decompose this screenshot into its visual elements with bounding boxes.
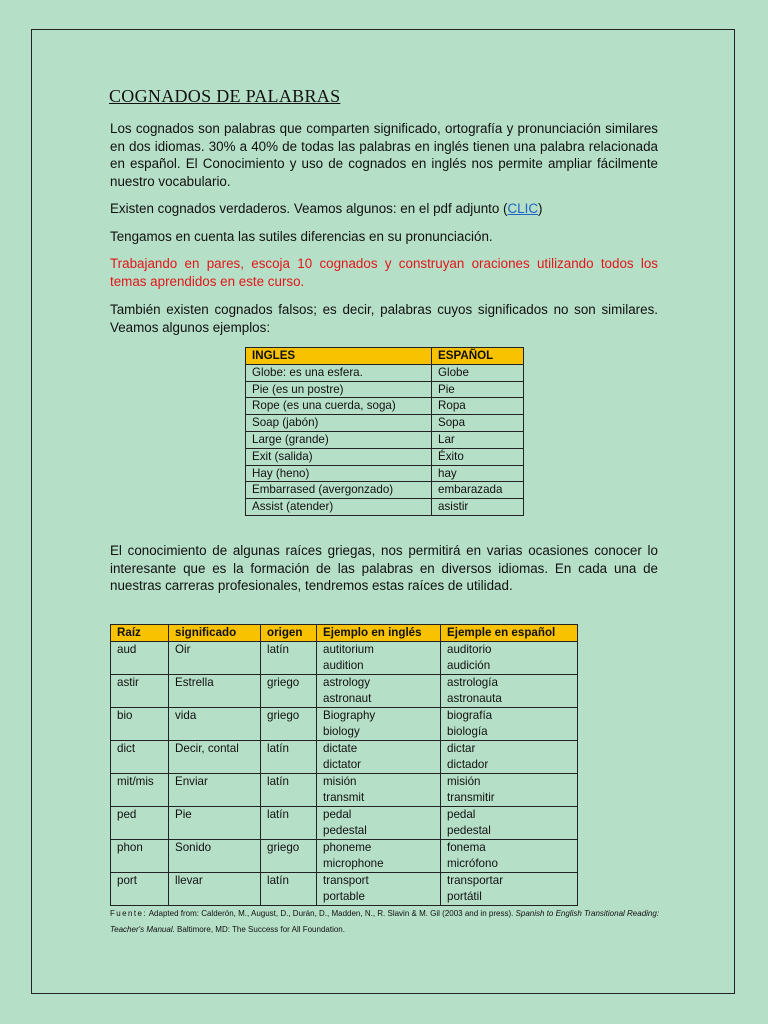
table-cell — [317, 807, 441, 840]
cell-line: audition — [323, 659, 364, 672]
false-cognates-table — [245, 347, 524, 516]
table-cell: Sopa — [432, 415, 524, 432]
cell-line: microphone — [323, 857, 384, 870]
cell-line: dictator — [323, 758, 362, 771]
source-title: Spanish to English Transitional Reading: Teacher's Manual. — [110, 909, 660, 934]
table-cell: Assist (atender) — [246, 499, 432, 516]
table-cell — [261, 675, 317, 708]
cell-line: mit/mis — [117, 775, 154, 788]
cell-line: Decir, contal — [175, 742, 239, 755]
table-row — [246, 448, 524, 465]
table-cell: Soap (jabón) — [246, 415, 432, 432]
table-cell — [169, 675, 261, 708]
cell-line: portátil — [447, 890, 482, 903]
cell-line: latín — [267, 742, 289, 755]
cell-line: transmit — [323, 791, 365, 804]
table-cell — [111, 840, 169, 873]
table-row — [111, 873, 578, 906]
cell-line: griego — [267, 709, 300, 722]
table-cell: Pie — [432, 381, 524, 398]
table-cell — [111, 708, 169, 741]
cell-line: micrófono — [447, 857, 498, 870]
table-cell: Globe — [432, 364, 524, 381]
source-citation — [110, 906, 670, 938]
table-row — [246, 431, 524, 448]
table-cell — [441, 840, 578, 873]
cell-line: transportar — [447, 874, 504, 887]
table-cell: Globe: es una esfera. — [246, 364, 432, 381]
table-row — [246, 364, 524, 381]
cell-line: biology — [323, 725, 360, 738]
table-cell — [261, 642, 317, 675]
cell-line: dictate — [323, 742, 358, 755]
table-cell — [441, 774, 578, 807]
cell-line: latín — [267, 775, 289, 788]
column-header: Ejemple en español — [441, 625, 578, 642]
table-cell: Éxito — [432, 448, 524, 465]
table-cell: Pie (es un postre) — [246, 381, 432, 398]
table-cell — [317, 741, 441, 774]
cell-line: pedestal — [447, 824, 491, 837]
cell-line: Biography — [323, 709, 376, 722]
cell-line: Estrella — [175, 676, 214, 689]
cell-line: biografía — [447, 709, 493, 722]
table-row — [246, 398, 524, 415]
cell-line: latín — [267, 808, 289, 821]
cell-line: phoneme — [323, 841, 372, 854]
table-cell — [169, 873, 261, 906]
clic-link[interactable]: CLIC — [507, 201, 539, 216]
table-cell — [169, 708, 261, 741]
column-header: ESPAÑOL — [432, 348, 524, 365]
cell-line: transmitir — [447, 791, 495, 804]
table-row — [111, 741, 578, 774]
table-cell: asistir — [432, 499, 524, 516]
true-cognates-text: Existen cognados verdaderos. Veamos algunos: en el pdf adjunto ( — [110, 201, 508, 216]
cell-line: vida — [175, 709, 197, 722]
table-cell — [169, 807, 261, 840]
cell-line: dict — [117, 742, 136, 755]
table-cell — [441, 807, 578, 840]
table-cell — [441, 741, 578, 774]
table-cell — [111, 675, 169, 708]
true-cognates-paragraph — [110, 200, 658, 218]
cell-line: llevar — [175, 874, 203, 887]
table-row — [111, 774, 578, 807]
intro-paragraph: Los cognados son palabras que comparten significado, ortografía y pronunciación similares en dos idiomas. 30% a 40% de todas las palabras en inglés tienen una palabra relacionada en español. El Conocimiento y uso de cognados en inglés nos permite ampliar fácilmente nuestro vocabulario. — [110, 121, 658, 189]
cell-line: misión — [323, 775, 357, 788]
table-cell — [261, 741, 317, 774]
table-cell — [111, 774, 169, 807]
cell-line: port — [117, 874, 137, 887]
table-row — [111, 807, 578, 840]
cell-line: griego — [267, 841, 300, 854]
cell-line: latín — [267, 874, 289, 887]
cell-line: Sonido — [175, 841, 212, 854]
table-cell — [169, 642, 261, 675]
cell-line: misión — [447, 775, 481, 788]
table-cell — [317, 873, 441, 906]
table-header-row — [111, 625, 578, 642]
cell-line: ped — [117, 808, 137, 821]
cell-line: astronaut — [323, 692, 372, 705]
table-row — [246, 415, 524, 432]
cell-line: griego — [267, 676, 300, 689]
table-row — [246, 499, 524, 516]
table-cell — [111, 873, 169, 906]
table-row — [111, 708, 578, 741]
table-cell — [169, 774, 261, 807]
cell-line: pedal — [323, 808, 352, 821]
table-cell: embarazada — [432, 482, 524, 499]
table-row — [111, 675, 578, 708]
table-cell — [111, 642, 169, 675]
cell-line: auditorio — [447, 643, 492, 656]
pronunciation-paragraph: Tengamos en cuenta las sutiles diferencias en su pronunciación. — [110, 229, 493, 244]
table-cell: Rope (es una cuerda, soga) — [246, 398, 432, 415]
cell-line: phon — [117, 841, 143, 854]
column-header: significado — [169, 625, 261, 642]
table-cell — [169, 741, 261, 774]
cell-line: astrología — [447, 676, 498, 689]
cell-line: latín — [267, 643, 289, 656]
assignment-paragraph: Trabajando en pares, escoja 10 cognados y construyan oraciones utilizando todos los temas aprendidos en este curso. — [110, 256, 658, 289]
table-cell: Hay (heno) — [246, 465, 432, 482]
table-cell: Exit (salida) — [246, 448, 432, 465]
cell-line: fonema — [447, 841, 486, 854]
cell-line: Pie — [175, 808, 192, 821]
cell-line: autitorium — [323, 643, 374, 656]
roots-table — [110, 624, 578, 906]
table-row — [246, 465, 524, 482]
table-cell — [441, 873, 578, 906]
table-cell: Lar — [432, 431, 524, 448]
table-cell — [317, 840, 441, 873]
roots-paragraph: El conocimiento de algunas raíces griegas, nos permitirá en varias ocasiones conocer lo interesante que es la formación de las palabras en diversos idiomas. En cada una de nuestras carreras profesionales, tendremos estas raíces de utilidad. — [110, 543, 658, 594]
cell-line: Enviar — [175, 775, 208, 788]
cell-line: bio — [117, 709, 133, 722]
table-row — [111, 840, 578, 873]
table-cell — [111, 807, 169, 840]
table-cell — [317, 642, 441, 675]
table-row — [246, 381, 524, 398]
table-cell: Large (grande) — [246, 431, 432, 448]
table-cell — [317, 774, 441, 807]
table-cell — [261, 708, 317, 741]
table-cell — [441, 708, 578, 741]
cell-line: portable — [323, 890, 365, 903]
cell-line: aud — [117, 643, 137, 656]
column-header: INGLES — [246, 348, 432, 365]
table-cell: hay — [432, 465, 524, 482]
page-title: COGNADOS DE PALABRAS — [109, 86, 341, 106]
cell-line: dictador — [447, 758, 489, 771]
cell-line: astrology — [323, 676, 371, 689]
table-row — [111, 642, 578, 675]
table-cell: Embarrased (avergonzado) — [246, 482, 432, 499]
table-cell — [111, 741, 169, 774]
table-cell: Ropa — [432, 398, 524, 415]
table-header-row — [246, 348, 524, 365]
column-header: Raíz — [111, 625, 169, 642]
cell-line: astir — [117, 676, 139, 689]
cell-line: astronauta — [447, 692, 502, 705]
table-row — [246, 482, 524, 499]
source-text: Adapted from: Calderón, M., August, D., Durán, D., Madden, N., R. Slavin & M. Gil (2003 and in press). — [146, 909, 516, 918]
cell-line: transport — [323, 874, 369, 887]
source-label: Fuente: — [110, 909, 147, 918]
table-cell — [261, 873, 317, 906]
table-cell — [317, 708, 441, 741]
false-cognates-paragraph: También existen cognados falsos; es decir, palabras cuyos significados no son similares. Veamos algunos ejemplos: — [110, 302, 658, 335]
cell-line: Oir — [175, 643, 191, 656]
table-cell — [261, 807, 317, 840]
table-cell — [317, 675, 441, 708]
column-header: Ejemplo en inglés — [317, 625, 441, 642]
cell-line: audición — [447, 659, 491, 672]
table-cell — [169, 840, 261, 873]
column-header: origen — [261, 625, 317, 642]
source-publisher: Baltimore, MD: The Success for All Foundation. — [174, 925, 345, 934]
cell-line: dictar — [447, 742, 476, 755]
true-cognates-close: ) — [538, 201, 543, 216]
table-cell — [261, 774, 317, 807]
table-cell — [261, 840, 317, 873]
table-cell — [441, 642, 578, 675]
cell-line: biología — [447, 725, 488, 738]
cell-line: pedal — [447, 808, 476, 821]
table-cell — [441, 675, 578, 708]
cell-line: pedestal — [323, 824, 367, 837]
